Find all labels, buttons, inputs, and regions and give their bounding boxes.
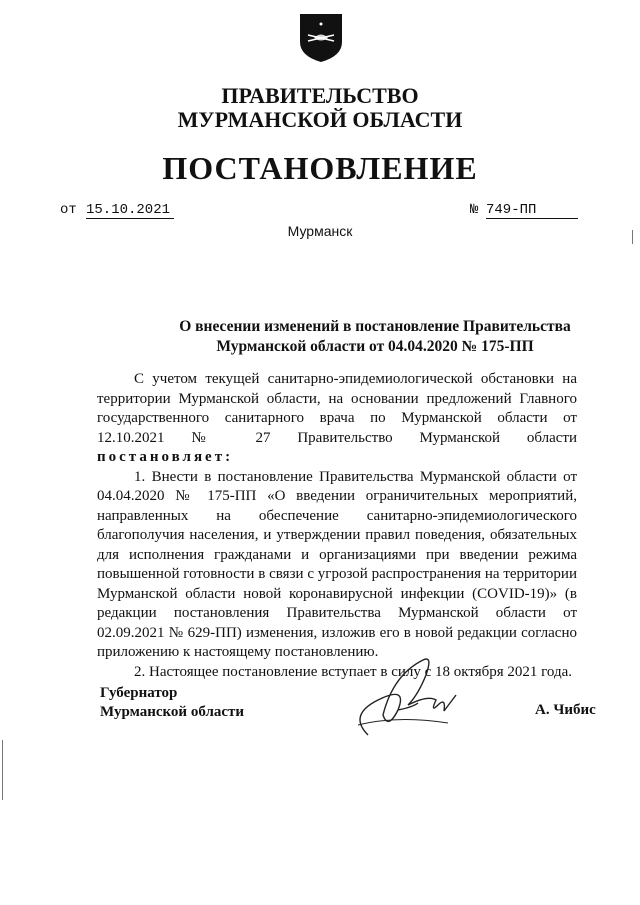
subject-line2: Мурманской области от 04.04.2020 № 175-ПП bbox=[216, 338, 534, 355]
date-label: от bbox=[60, 202, 77, 218]
signatory-name: А. Чибис bbox=[535, 702, 596, 718]
subject-line1: О внесении изменений в постановление Правительства bbox=[179, 318, 571, 335]
signatory-title-line1: Губернатор bbox=[100, 685, 178, 701]
government-title-line2: МУРМАНСКОЙ ОБЛАСТИ bbox=[177, 107, 463, 132]
preamble-paragraph bbox=[97, 370, 577, 468]
scan-edge-mark bbox=[2, 740, 3, 800]
document-body bbox=[97, 370, 577, 682]
document-type: ПОСТАНОВЛЕНИЕ bbox=[162, 150, 478, 186]
signatory-title-line2: Мурманской области bbox=[100, 704, 245, 720]
coat-of-arms-icon bbox=[298, 12, 344, 64]
signatory-title bbox=[100, 684, 244, 722]
handwritten-signature-icon bbox=[338, 645, 468, 745]
item-1: 1. Внести в постановление Правительства Мурманской области от 04.04.2020 № 175-ПП «О введении ограничительных мероприятий, направленных на обеспечение санитарно-эпидемиологического благополучия населения, и утверждении правил поведения, обязательных для исполнения гражданами и организациями при введении режима повышенной готовности в связи с угрозой распространения на территории Мурманской области новой коронавирусной инфекции (COVID-19)» (в редакции постановления Правительства Мурманской области от 02.09.2021 № 629-ПП) изменения, изложив его в новой редакции согласно приложению к настоящему постановлению. bbox=[97, 468, 577, 660]
number-label: № bbox=[470, 202, 479, 218]
item-2: 2. Настоящее постановление вступает в силу с 18 октября 2021 года. bbox=[134, 663, 573, 680]
government-title-line1: ПРАВИТЕЛЬСТВО bbox=[221, 83, 419, 108]
document-number: 749-ПП bbox=[486, 202, 578, 219]
city: Мурманск bbox=[287, 223, 353, 239]
document-subject bbox=[160, 317, 590, 357]
decree-word: постановляет: bbox=[97, 449, 234, 465]
scan-edge-mark bbox=[632, 230, 633, 244]
preamble-text: С учетом текущей санитарно-эпидемиологической обстановки на территории Мурманской области, на основании предложений Главного государственного санитарного врача по Мурманской области от 12.10.2021 № 27 Правительство Мурманской области bbox=[97, 371, 577, 446]
document-date: 15.10.2021 bbox=[86, 202, 174, 219]
